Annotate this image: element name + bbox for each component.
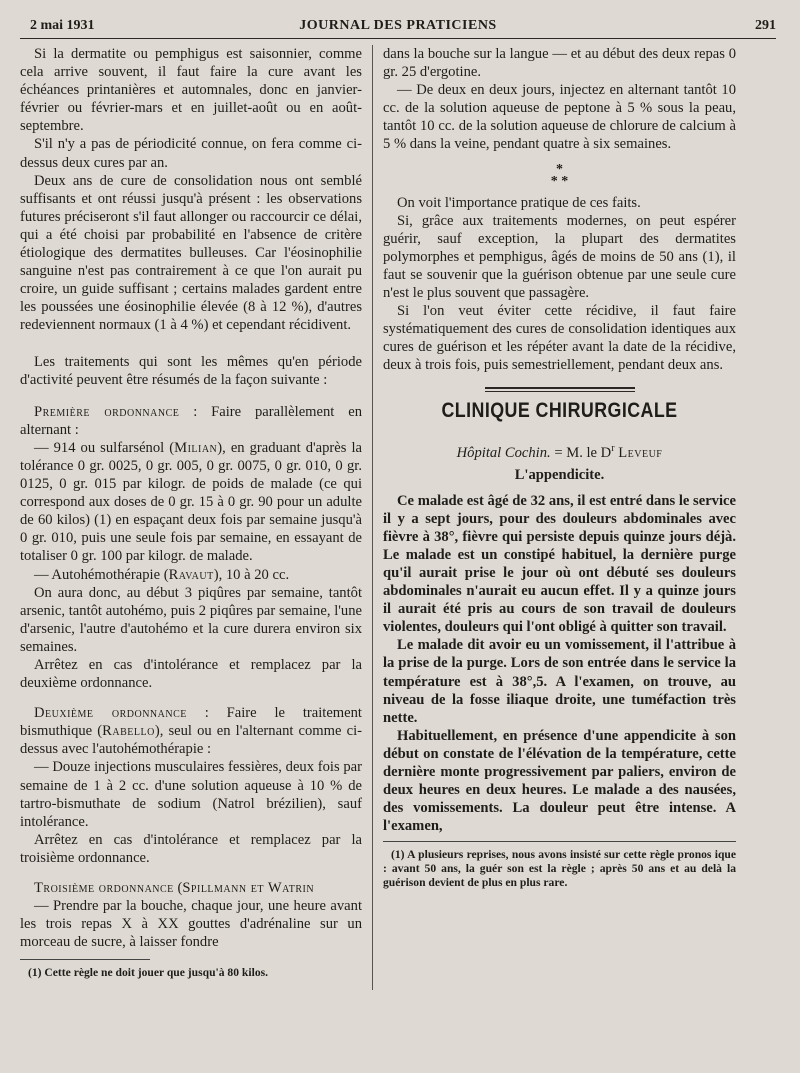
paragraph: — Prendre par la bouche, chaque jour, une heure avant les trois repas X à XX gouttes d'adrénaline sur un morceau de sucre, à laisser fondre (20, 898, 362, 951)
hospital-name: Hôpital Cochin. (456, 444, 551, 461)
footnote: (1) Cette règle ne doit jouer que jusqu'à 80 kilos. (28, 966, 269, 980)
paragraph: — 914 ou sulfarsénol (Milian), en graduant d'après la tolérance 0 gr. 0025, 0 gr. 005, 0 gr. 0075, 0 gr. 010, 0 gr. 0125, 0 gr. 015 par kilogr. de poids de malade (ce qui correspond aux doses de 0 gr. 15 à 0 gr. 90 pour un adulte de 60 kilos) (1) en espaçant deux fois par semaine jusqu'à 0 gr. 010, puis une seule fois par semaine, en essayant de totaliser 0 gr. 100 par kilogr. de malade. (20, 439, 362, 565)
paragraph: — Douze injections musculaires fessières, deux fois par semaine de 1 à 2 cc. d'une solution aqueuse à 10 % de tartro-bismuthate de sodium (Natrol brézilien), sauf intolérance. (20, 759, 362, 830)
paragraph: Si l'on veut éviter cette récidive, il faut faire systématiquement des cures de consolidation identiques aux cures de guérison et les répéter avant la date de la récidive, deux à trois fois, puis semestriellement, pendant deux ans. (383, 303, 736, 374)
prescription-two: Deuxième ordonnance : Faire le traitement bismuthique (Rabello), seul ou en l'alternant comme ci-dessus avec l'autohémothérapie : (20, 705, 362, 758)
prescription-one: Première ordonnance : Faire parallèlement en alternant : (20, 403, 362, 438)
section-title: CLINIQUE CHIRURGICALE (441, 398, 678, 422)
prescription-one-title: Première ordonnance (34, 403, 180, 420)
column-divider (372, 45, 373, 990)
paragraph: Arrêtez en cas d'intolérance et remplacez par la deuxième ordonnance. (20, 657, 362, 692)
hospital-line: Hôpital Cochin. = M. le $D^r$ Leveuf (456, 442, 663, 461)
paragraph: Les traitements qui sont les mêmes qu'en période d'activité peuvent être résumés de la façon suivante : (20, 353, 362, 388)
article-subtitle: L'appendicite. (514, 466, 605, 483)
prescription-two-title: Deuxième ordonnance (34, 705, 187, 722)
author-name: Spillmann et Watrin (182, 880, 315, 897)
paragraph: Le malade dit avoir eu un vomissement, il l'attribue à la prise de la purge. Lors de son entrée dans le service la température est à 38°,5. A l'examen, on trouve, au niveau de la fosse iliaque droite, une tuméfaction très nette. (383, 637, 736, 726)
page-header (20, 16, 776, 39)
author-name: Milian (174, 439, 218, 456)
footnote-rule (20, 959, 150, 960)
paragraph: Si la dermatite ou pemphigus est saisonnier, comme cela arrive souvent, il faut faire la cure avant les échéances printanières et automnales, donc en janvier-février ou février-mars et en juillet-août ou en août-septembre. (20, 46, 362, 135)
paragraph: dans la bouche sur la langue — et au début des deux repas 0 gr. 25 d'ergotine. (383, 46, 736, 81)
paragraph: Deux ans de cure de consolidation nous ont semblé suffisants et ont réussi jusqu'à présent : les observations futures préciseront s'il faut allonger ou raccourcir ce délai, qui a été choisi par probabilité en l'absence de critère étiologique des dermatites bulleuses. Car l'éosinophilie sanguine n'est pas contrairement à ce que l'on aurait pu croire, un guide suffisant ; certains malades gardent entre les poussées une éosinophilie élevée (8 à 12 %), d'autres redeviennent normaux (1 à 4 %) et cependant récidivent. (20, 172, 362, 334)
asterism: * * * (550, 161, 569, 189)
paragraph: Ce malade est âgé de 32 ans, il est entré dans le service il y a sept jours, pour des douleurs abdominales avec fièvre à 38°, fièvre qui persiste depuis quinze jours déjà. Le malade est un constipé habituel, la dernière purge qu'il aurait prise le jour où ont débuté ses douleurs abdominales n'aurait eu aucun effet. Il y a quinze jours il aurait été pris au cours de son travail de douleurs violentes, douleurs qui l'ont obligé à quitter son travail. (383, 492, 736, 636)
paragraph: — De deux en deux jours, injectez en alternant tantôt 10 cc. de la solution aqueuse de peptone à 5 % sous la peau, tantôt 10 cc. de la solution aqueuse de chlorure de calcium à 5 % dans la veine, pendant quatre à six semaines. (383, 82, 736, 153)
prescription-three: Troisième ordonnance (Spillmann et Watrin (34, 880, 315, 897)
footnote-rule (383, 841, 736, 842)
issue-date: 2 mai 1931 (30, 18, 95, 33)
left-column (20, 45, 362, 980)
section-separator (485, 387, 635, 392)
author-name: Rabello (102, 723, 155, 740)
paragraph: Habituellement, en présence d'une appendicite à son début on constate de l'élévation de la température, cette dernière monte progressivement par paliers, environ de deux heures en deux heures. Le malade a des nausées, des vomissements. La douleur peut être intense. A l'examen, (383, 727, 736, 835)
paragraph: Arrêtez en cas d'intolérance et remplacez par la troisième ordonnance. (20, 831, 362, 866)
page-number: 291 (755, 18, 776, 33)
footnote: (1) A plusieurs reprises, nous avons insisté sur cette règle pronos ique : avant 50 ans, la guér son est la règle ; après 50 ans et au delà la guérison devient de plus en plus rare. (383, 848, 736, 890)
prescription-three-title: Troisième ordonnance (34, 880, 174, 897)
paragraph: On aura donc, au début 3 piqûres par semaine, tantôt arsenic, tantôt autohémo, puis 2 piqûres par semaine, l'une d'arsenic, l'autre d'autohémo et la cure durera environ six semaines. (20, 584, 362, 655)
paragraph: S'il n'y a pas de périodicité connue, on fera comme ci-dessus deux cures par an. (20, 136, 362, 171)
right-column (383, 45, 736, 890)
author-name: Ravaut (168, 566, 214, 583)
paragraph: — Autohémothérapie (Ravaut), 10 à 20 cc. (34, 566, 290, 583)
paragraph: Si, grâce aux traitements modernes, on peut espérer guérir, sauf exception, la plupart des dermatites polymorphes et pemphigus, âgés de moins de 50 ans (1), il faut se souvenir que la guérison obtenue par une seule cure n'est le plus souvent que passagère. (383, 212, 736, 302)
journal-title: JOURNAL DES PRATICIENS (299, 18, 497, 33)
doctor-name: Leveuf (618, 444, 663, 461)
paragraph: On voit l'importance pratique de ces faits. (397, 194, 641, 211)
